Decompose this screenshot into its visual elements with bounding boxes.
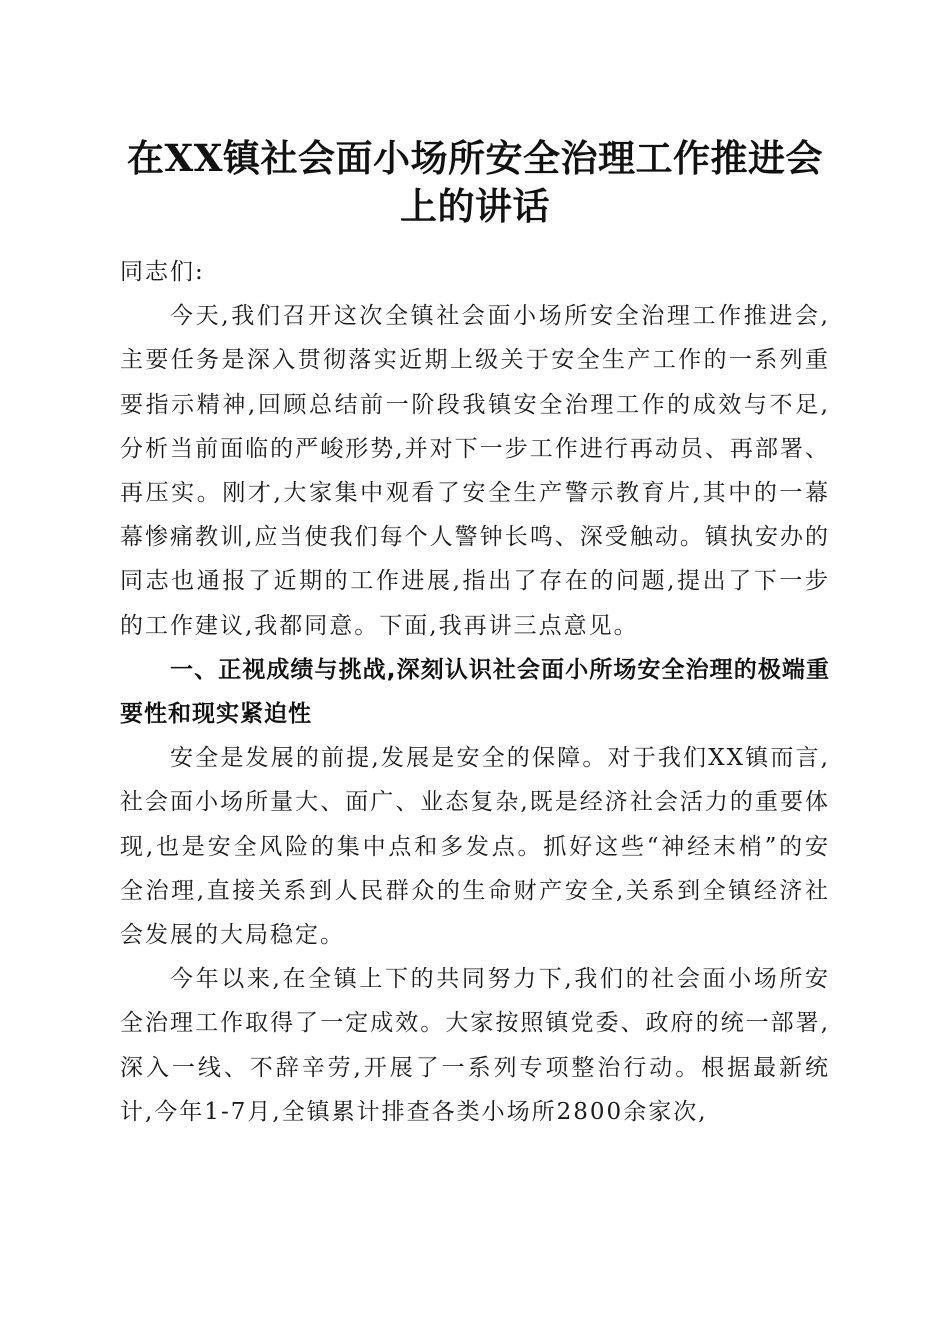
paragraph-opening: 今天,我们召开这次全镇社会面小场所安全治理工作推进会,主要任务是深入贯彻落实近期上级关于安全生产工作的一系列重要指示精神,回顾总结前一阶段我镇安全治理工作的成效与不足,分析当前面临的严峻形势,并对下一步工作进行再动员、再部署、再压实。刚才,大家集中观看了安全生产警示教育片,其中的一幕幕惨痛教训,应当使我们每个人警钟长鸣、深受触动。镇执安办的同志也通报了近期的工作进展,指出了存在的问题,提出了下一步的工作建议,我都同意。下面,我再讲三点意见。 [120, 303, 830, 639]
document-title: 在XX镇社会面小场所安全治理工作推进会上的讲话 [127, 136, 823, 228]
paragraph-progress: 今年以来,在全镇上下的共同努力下,我们的社会面小场所安全治理工作取得了一定成效。大家按照镇党委、政府的统一部署,深入一线、不辞辛劳,开展了一系列专项整治行动。根据最新统计,今年1-7月,全镇累计排查各类小场所2800余家次, [120, 966, 830, 1125]
salutation: 同志们: [120, 259, 205, 285]
section-heading-1: 一、正视成绩与挑战,深刻认识社会面小所场安全治理的极端重要性和现实紧迫性 [120, 656, 830, 728]
paragraph-safety: 安全是发展的前提,发展是安全的保障。对于我们XX镇而言,社会面小场所量大、面广、业态复杂,既是经济社会活力的重要体现,也是安全风险的集中点和多发点。抓好这些“神经末梢”的安全治理,直接关系到人民群众的生命财产安全,关系到全镇经济社会发展的大局稳定。 [120, 745, 830, 949]
document-body [120, 250, 830, 1134]
